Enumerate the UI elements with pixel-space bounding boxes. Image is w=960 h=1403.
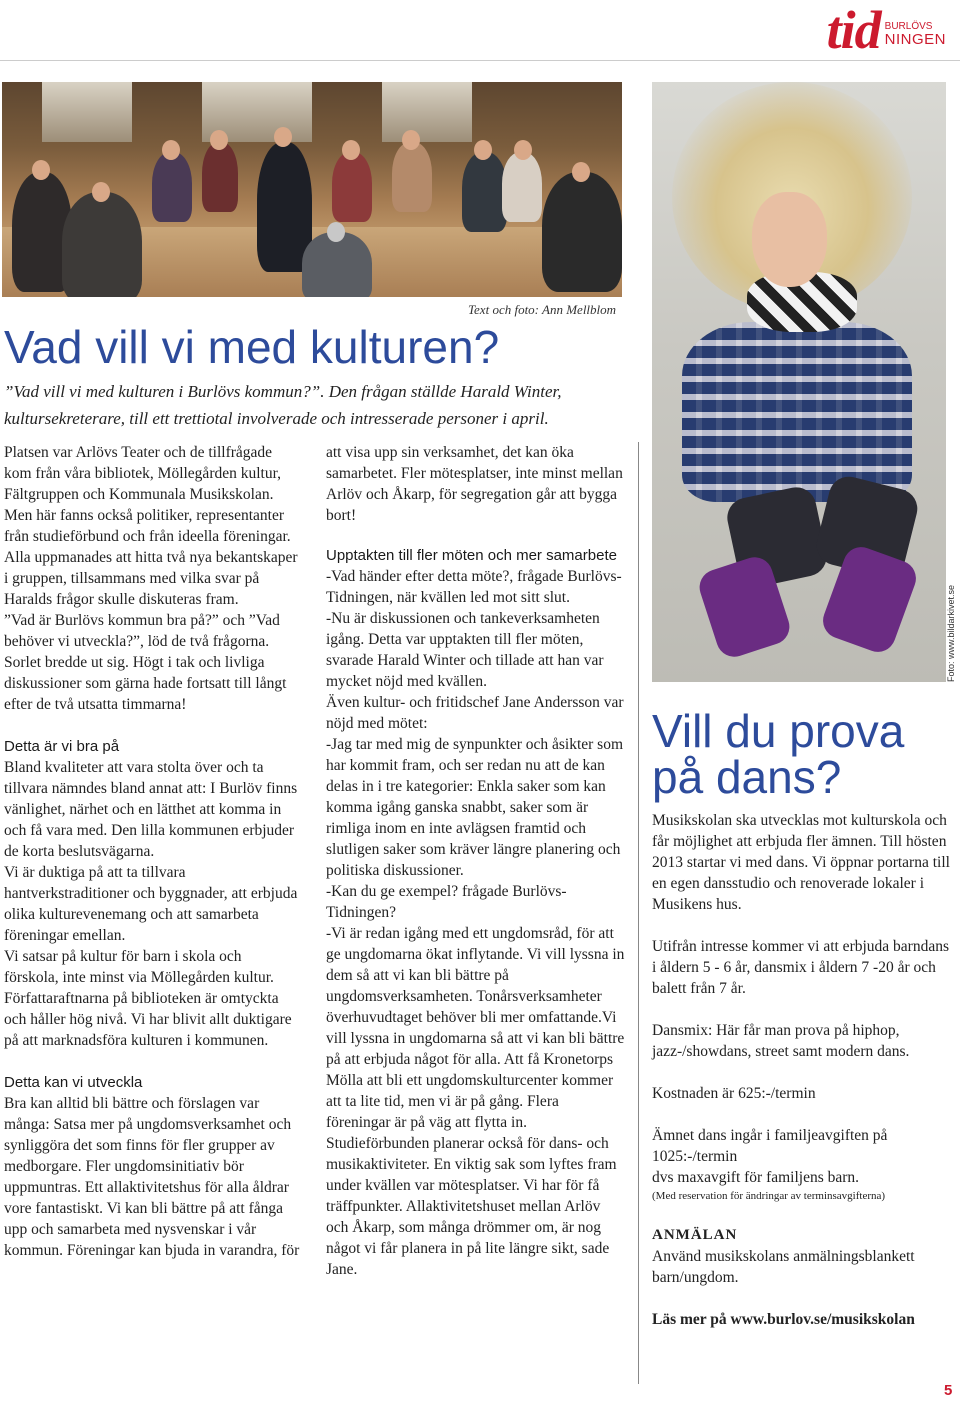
logo-subtitle: [885, 22, 946, 47]
paragraph: Vi är duktiga på att ta tillvara hantverkstraditioner och byggnader, att erbjuda olika kulturevenemang och att samarbeta föreningar emellan.: [4, 864, 298, 944]
article-column-1: [4, 442, 300, 1261]
paragraph: Dansmix: Här får man prova på hiphop, jazz-/showdans, street samt modern dans.: [652, 1022, 910, 1060]
column-divider: [638, 442, 639, 1384]
dancer-photo: [652, 82, 946, 682]
family-fee-block: [652, 1125, 952, 1204]
section-heading: Upptakten till fler möten och mer samarbete: [326, 547, 617, 564]
paragraph: Vi satsar på kultur för barn i skola och förskola, inte minst via Möllegården kultur. Författaraftnarna på biblioteken är omtyckta och håller hög nivå. Vi har blivit allt duktigare på att marknadsföra kulturen i kommunen.: [4, 948, 292, 1049]
paragraph: -Nu är diskussionen och tankeverksamheten igång. Detta var upptakten till fler möten, svarade Harald Winter och tillade att han var mycket nöjd med kvällen.: [326, 610, 604, 690]
logo-burlovs: BURLÖVS: [884, 20, 933, 32]
paragraph: Musikskolan ska utvecklas mot kulturskola och får möjlighet att erbjuda fler ämnen. Till hösten 2013 startar vi med dans. Vi öppnar portarna till en egen dansstudio och renoverade lokaler i Musikens hus.: [652, 812, 950, 913]
paragraph: dvs maxavgift för familjens barn.: [652, 1169, 860, 1186]
paragraph: -Kan du ge exempel? frågade Burlövs-Tidningen?: [326, 883, 567, 921]
paragraph: Bland kvaliteter att vara stolta över och ta tillvara nämndes bland annat att: I Burlöv finns vänlighet, närhet och en lätthet att komma in och få vara med. Den lilla kommunen erbjuder de korta beslutsvägarna.: [4, 759, 298, 860]
paragraph: Ämnet dans ingår i familjeavgiften på 1025:-/termin: [652, 1127, 888, 1165]
paragraph: -Jag tar med mig de synpunkter och åsikter som har kommit fram, och ser redan nu att de kan delas in i tre kategorier: Enkla saker som kan komma igång ganska snabbt, saker som är rimliga inom en inte avlägsen framtid och slutligen saker som kräver längre planering och politiska diskussioner.: [326, 736, 624, 879]
page-number: 5: [944, 1382, 953, 1399]
meeting-photo: [2, 82, 622, 297]
article-lede: ”Vad vill vi med kulturen i Burlövs kommun?”. Den frågan ställde Harald Winter, kultursekreterare, till ett trettiotal involverade och intresserade personer i april.: [4, 382, 562, 428]
logo-tid: tid: [826, 0, 881, 60]
article-column-2: [326, 442, 626, 1280]
masthead-logo: [826, 0, 946, 60]
sidebar-title: Vill du prova på dans?: [652, 705, 905, 803]
registration-heading: ANMÄLAN: [652, 1227, 738, 1243]
logo-ningen: NINGEN: [884, 30, 946, 48]
paragraph: Utifrån intresse kommer vi att erbjuda barndans i åldern 5 - 6 år, dansmix i åldern 7 -20 år och balett från 7 år.: [652, 938, 949, 997]
paragraph: ”Vad är Burlövs kommun bra på?” och ”Vad behöver vi utveckla?”, löd de två frågorna.: [4, 612, 280, 650]
section-heading: Detta är vi bra på: [4, 738, 120, 755]
registration-block: [652, 1225, 952, 1288]
read-more-link[interactable]: Läs mer på www.burlov.se/musikskolan: [652, 1311, 915, 1328]
fee-disclaimer: (Med reservation för ändringar av terminsavgifterna): [652, 1190, 886, 1202]
article-headline: Vad vill vi med kulturen?: [4, 321, 500, 373]
paragraph: Bra kan alltid bli bättre och förslagen var många: Satsa mer på ungdomsverksamhet och synliggöra det som finns för fler grupper av medborgare. Fler ungdomsinitiativ bör uppmuntras. Ett allaktivitetshus för alla åldrar vore fantastiskt. Vi kan bli bättre på att fånga upp och samarbeta med nysvenskar i vår kommun. Föreningar kan bjuda in varandra, för: [4, 1095, 300, 1259]
photo-credit: Text och foto: Ann Mellblom: [468, 302, 617, 317]
price-text: Kostnaden är 625:-/termin: [652, 1085, 816, 1102]
paragraph: Sorlet bredde ut sig. Högt i tak och livliga diskussioner som gärna hade fortsatt till långt efter de två utsatta timmarna!: [4, 654, 287, 713]
registration-text: Använd musikskolans anmälningsblankett barn/ungdom.: [652, 1248, 915, 1286]
section-heading: Detta kan vi utveckla: [4, 1074, 143, 1091]
photo-credit-vertical: Foto: www.bildarkivet.se: [946, 584, 956, 682]
paragraph: Alla uppmanades att hitta två nya bekantskaper i gruppen, tillsammans med vilka svar på Haralds frågor skulle diskuteras fram.: [4, 549, 298, 608]
dance-sidebar: [652, 705, 952, 1330]
paragraph: -Vi är redan igång med ett ungdomsråd, för att ge ungdomarna ökat inflytande. Vi vill lyssna in dem så att vi kan bli bättre på ungdomsverksamheten. Tonårsverksamheter överhuvudtaget behöver bli mer omfattande.Vi vill lyssna in ungdomarna så att vi kan bli bättre på att erbjuda något för alla. Att få Kronetorps Mölla att bli ett ungdomskulturcenter kommer att ta lite tid, men vi är på gång. Flera föreningar är på väg att flytta in. Studieförbunden planerar också för dans- och musikaktiviteter. En viktig sak som lyftes fram under kvällen var mötesplatser. Vi har för få träffpunkter. Allaktivitetshuset mellan Arlöv och Åkarp, som många drömmer om, är nog något vi får planera in på lite längre sikt, sade Jane.: [326, 925, 625, 1278]
paragraph: att visa upp sin verksamhet, det kan öka samarbetet. Fler mötesplatser, inte minst mellan Arlöv och Åkarp, för segregation går att bygga bort!: [326, 444, 623, 524]
paragraph: -Vad händer efter detta möte?, frågade Burlövs-Tidningen, när kvällen led mot sitt slut.: [326, 568, 622, 606]
masthead-rule: [0, 60, 960, 61]
paragraph: Även kultur- och fritidschef Jane Andersson var nöjd med mötet:: [326, 694, 624, 732]
paragraph: Platsen var Arlövs Teater och de tillfrågade kom från våra bibliotek, Möllegården kultur, Fältgruppen och Kommunala Musikskolan. Men här fanns också politiker, representanter från studieförbund och från ideella föreningar.: [4, 444, 291, 545]
